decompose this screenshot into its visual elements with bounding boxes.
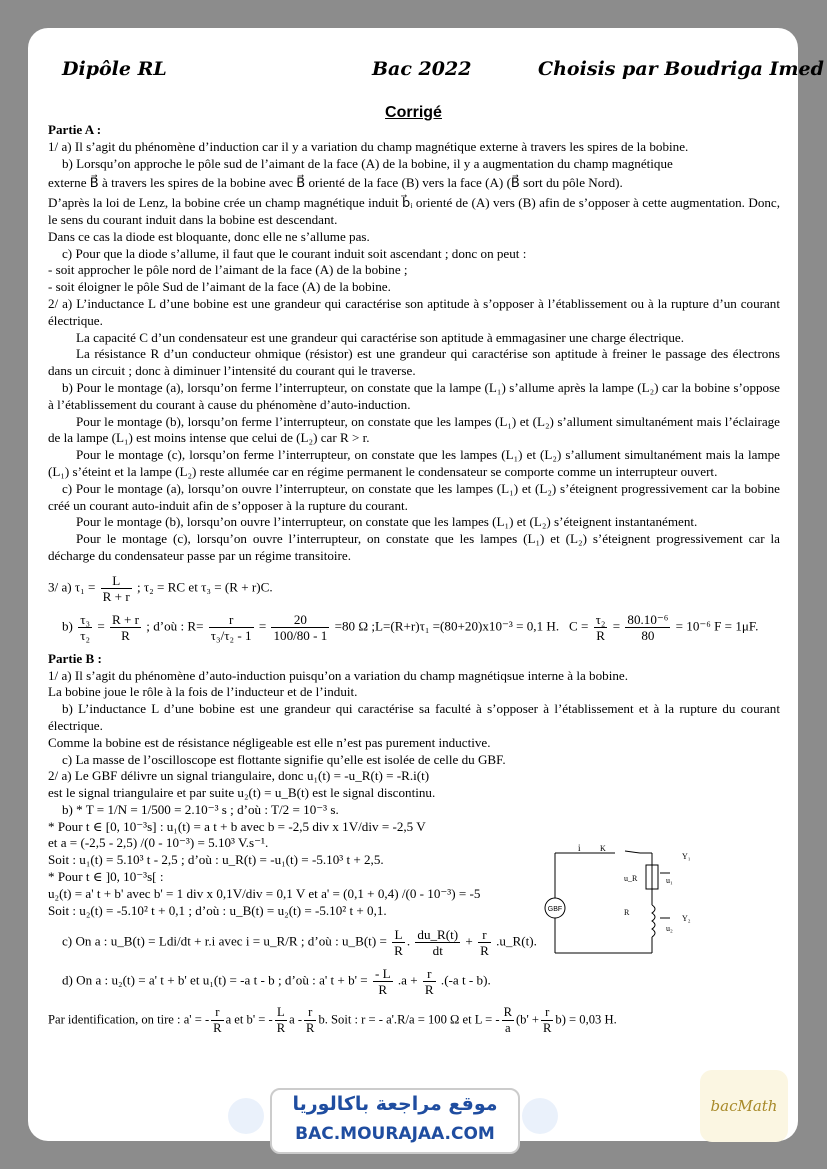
equation-text: ; τ₂ = RC et τ₃ = (R + r)C. (136, 579, 273, 595)
paragraph: et a = (-2,5 - 2,5) /(0 - 10⁻³) = 5.10³ V.s⁻¹. (48, 835, 269, 851)
equation-text: a - (289, 1012, 303, 1027)
u2-label: u₂ (666, 924, 673, 933)
paragraph: 1/ a) Il s’agit du phénomène d’auto-induction puisqu’on a variation du champ magnétiqsue interne à la bobine. (48, 667, 628, 683)
paragraph: b) * T = 1/N = 1/500 = 2.10⁻³ s ; d’où : T/2 = 10⁻³ s. (62, 801, 339, 817)
paragraph: Soit : u₁(t) = 5.10³ t - 2,5 ; d’où : u_R(t) = -u₁(t) = -5.10³ t + 2,5. (48, 852, 384, 868)
equation-identification (48, 1005, 780, 1036)
paragraph: * Pour t ∈ ]0, 10⁻³s[ : (48, 869, 164, 885)
circuit-diagram (540, 843, 700, 963)
fraction: $\frac{- L}{R}$ (374, 966, 391, 998)
footer-url-link[interactable]: BAC.MOURAJAA.COM (295, 1124, 495, 1144)
equation-text: b) (62, 618, 73, 634)
bacmath-logo: bacMath (700, 1070, 788, 1142)
header-center: Bac 2022 (372, 58, 472, 80)
paragraph: c) Pour le montage (a), lorsqu’on ouvre l’interrupteur, on constate que les lampes (L₁) et (L₂) s’éteignent progressivement car la bobine créé un courant auto-induit afin de s’opposer à la rupture du courant. (48, 480, 780, 513)
equation-3a (48, 573, 780, 604)
paragraph: D’après la loi de Lenz, la bobine crée un champ magnétique induit b⃗ᵢ orienté de (A) vers (B) afin de s’opposer à cette augmentation. Donc, le sens du courant induit dans la bobine est descendant. (48, 195, 780, 227)
fraction: $\frac{r}{R}$ (424, 966, 434, 998)
paragraph: est le signal triangulaire et par suite u₂(t) = u_B(t) est le signal discontinu. (48, 785, 436, 801)
fraction: $\frac{\text{80.10⁻⁶}}{80}$ (627, 611, 669, 643)
paragraph: externe B⃗ à travers les spires de la bobine avec B⃗ orienté de la face (B) vers la face (A) (B⃗ sort du pôle Nord). (48, 175, 623, 191)
equation-text: ; d’où : R= (146, 618, 204, 634)
equation-text: b. Soit : r = - a'.R/a = 100 Ω et L = - (318, 1012, 500, 1027)
paragraph: c) La masse de l’oscilloscope est flottante signifie qu’elle est isolée de celle du GBF. (62, 751, 506, 767)
paragraph: La résistance R d’un conducteur ohmique (résistor) est une grandeur qui caractérise son aptitude à freiner le passage des électrons dans un circuit ; donc à diminuer l’intensité du courant qui le traverse. (48, 346, 780, 379)
equation-text: .(-a t - b). (440, 972, 491, 988)
resistor-label: R (624, 908, 630, 917)
page-title: Corrigé (385, 104, 442, 121)
paragraph: Pour le montage (b), lorsqu’on ouvre l’interrupteur, on constate que les lampes (L₁) et (L₂) s’éteignent instantanément. (76, 514, 698, 530)
paragraph: 1/ a) Il s’agit du phénomène d’induction car il y a variation du champ magnétique externe à travers les spires de la bobine. (48, 138, 689, 154)
equation-text: b) = 0,03 H. (555, 1012, 617, 1027)
equation-text: = (97, 618, 105, 634)
paragraph: La bobine joue le rôle à la fois de l’inducteur et de l’induit. (48, 684, 358, 700)
paragraph: Pour le montage (b), lorsqu’on ferme l’interrupteur, on constate que les lampes (L₁) et (L₂) s’allument simultanément mais l’éclairage de la lampe (L₁) est moins intense que celui de (L₂) car R > r. (48, 413, 780, 446)
paragraph: b) Lorsqu’on approche le pôle sud de l’aimant de la face (A) de la bobine, il y a augmentation du champ magnétique (62, 155, 673, 171)
equation-text: c) On a : u_B(t) = Ldi/dt + r.i avec i = u_R/R ; d’où : u_B(t) = (62, 933, 387, 949)
gbf-label: GBF (547, 906, 563, 913)
paragraph: 2/ a) Le GBF délivre un signal triangulaire, donc u₁(t) = -u_R(t) = -R.i(t) (48, 768, 430, 784)
footer-arabic-title: موقع مراجعة باكالوريا (292, 1093, 498, 1115)
equation-text: = 10⁻⁶ F = 1μF. (675, 618, 759, 634)
fraction: $\frac{r}{R}$ (213, 1005, 222, 1036)
equation-text: .u_R(t). (496, 933, 537, 949)
paragraph: Dans ce cas la diode est bloquante, donc elle ne s’allume pas. (48, 228, 370, 244)
site-logo-icon (522, 1098, 558, 1134)
fraction: $\frac{R + r}{R}$ (111, 611, 140, 643)
fraction: $\frac{R}{a}$ (503, 1005, 512, 1036)
switch-label: K (600, 844, 606, 853)
fraction: $\frac{r}{R}$ (480, 927, 489, 959)
equation-text: =80 Ω ;L=(R+r)τ₁ =(80+20)x10⁻³ = 0,1 H. (334, 618, 560, 634)
paragraph: Pour le montage (c), lorsqu’on ouvre l’interrupteur, on constate que les lampes (L₁) et (L₂) s’éteignent progressivement car la décharge du condensateur passe par un régime transitoire. (48, 531, 780, 563)
equation-text: + (465, 933, 473, 949)
equation-text: (b' + (515, 1012, 539, 1027)
fraction: $\frac{L}{R + r}$ (102, 572, 130, 604)
paragraph: b) L’inductance L d’une bobine est une grandeur qui caractérise sa faculté à s’opposer à l’établissement et à la rupture du courant électrique. (48, 701, 780, 733)
header-left: Dipôle RL (62, 58, 167, 80)
fraction: $\frac{r}{R}$ (543, 1005, 552, 1036)
equation-2d (48, 966, 780, 997)
fraction: $\frac{L}{R}$ (394, 927, 403, 959)
current-label: i (578, 843, 581, 853)
paragraph: c) Pour que la diode s’allume, il faut que le courant induit soit ascendant ; donc on peut : (62, 245, 527, 261)
y1-label: Y₁ (682, 852, 691, 861)
fraction: $\frac{\text{τ₂}}{R}$ (595, 611, 606, 643)
equation-text: a et b' = - (225, 1012, 273, 1027)
header-right: Choisis par Boudriga Imed (538, 58, 824, 80)
site-logo-icon (228, 1098, 264, 1134)
equation-text: .a + (397, 972, 418, 988)
paragraph: u₂(t) = a' t + b' avec b' = 1 div x 0,1V/div = 0,1 V et a' = (0,1 + 0,4) /(0 - 10⁻³) = -5 (48, 885, 481, 901)
equation-text: 3/ a) τ₁ = (48, 579, 96, 595)
paragraph: - soit éloigner le pôle Sud de l’aimant de la face (A) de la bobine. (48, 279, 391, 295)
equation-text: Par identification, on tire : a' = - (48, 1012, 210, 1027)
equation-text: d) On a : u₂(t) = a' t + b' et u₁(t) = -a t - b ; d’où : a' t + b' = (62, 972, 368, 988)
paragraph: - soit approcher le pôle nord de l’aimant de la face (A) de la bobine ; (48, 262, 408, 278)
u1-label: u₁ (666, 876, 673, 885)
fraction: $\frac{\text{τ₃}}{\text{τ₂}}$ (80, 611, 91, 643)
equation-text: C = (568, 618, 589, 634)
fraction: $\frac{r}{\text{τ₃/τ₂ - 1}}$ (210, 611, 252, 643)
paragraph: Pour le montage (c), lorsqu’on ferme l’interrupteur, on constate que les lampes (L₁) et (L₂) s’allument simultanément mais la lampe (L₁) s’éteint et la lampe (L₂) reste allumée car en régime permanent le condensateur se comporte comme un interrupteur ouvert. (48, 447, 780, 479)
equation-2c: c) On a : u_B(t) = Ldi/dt + r.i avec i = u_R/R ; d’où : u_B(t) = $\frac{L}{R}$ . $\frac{du\_R(t)}{dt}$ + $\frac{r}{R}$ .u_R(t). (62, 927, 537, 959)
partA-heading: Partie A : (48, 122, 102, 137)
paragraph: b) Pour le montage (a), lorsqu’on ferme l’interrupteur, on constate que la lampe (L₁) s’allume après la lampe (L₂) car la bobine s’oppose à l’établissement du courant à cause du phénomène d’auto-induction. (48, 379, 780, 412)
fraction: $\frac{du\_R(t)}{dt}$ (417, 927, 459, 959)
ur-label: u_R (624, 874, 638, 883)
y2-label: Y₂ (682, 914, 691, 923)
paragraph: La capacité C d’un condensateur est une grandeur qui caractérise son aptitude à emmagasiner une charge électrique. (76, 329, 684, 345)
equation-3b: b) $\frac{\text{τ₃}}{\text{τ₂}}$ = $\frac{R + r}{R}$ ; d’où : R= $\frac{r}{\text{τ₃/τ₂ - 1}}$ = $\frac{20}{100/80 - 1}$ =80 Ω ;L=(R+r)τ₁ =(80+20)x10⁻³ = 0,1 H. C = $\frac{\text{τ₂}}{R}$ = $\frac{\text{80.10⁻⁶}}{80}$ = 10⁻⁶ F = 1μF. (62, 611, 759, 643)
partB-heading: Partie B : (48, 650, 102, 666)
paragraph: Soit : u₂(t) = -5.10² t + 0,1 ; d’où : u_B(t) = u₂(t) = -5.10² t + 0,1. (48, 902, 387, 918)
paragraph: Comme la bobine est de résistance négligeable est elle n’est pas purement inductive. (48, 734, 491, 750)
fraction: $\frac{20}{100/80 - 1}$ (273, 611, 328, 643)
paragraph: * Pour t ∈ [0, 10⁻³s] : u₁(t) = a t + b avec b = -2,5 div x 1V/div = -2,5 V (48, 818, 426, 834)
paragraph: 2/ a) L’inductance L d’une bobine est une grandeur qui caractérise son aptitude à s’opposer à l’établissement ou à la rupture d’un courant électrique. (48, 295, 780, 328)
fraction: $\frac{L}{R}$ (276, 1005, 286, 1036)
fraction: $\frac{r}{R}$ (306, 1005, 315, 1036)
